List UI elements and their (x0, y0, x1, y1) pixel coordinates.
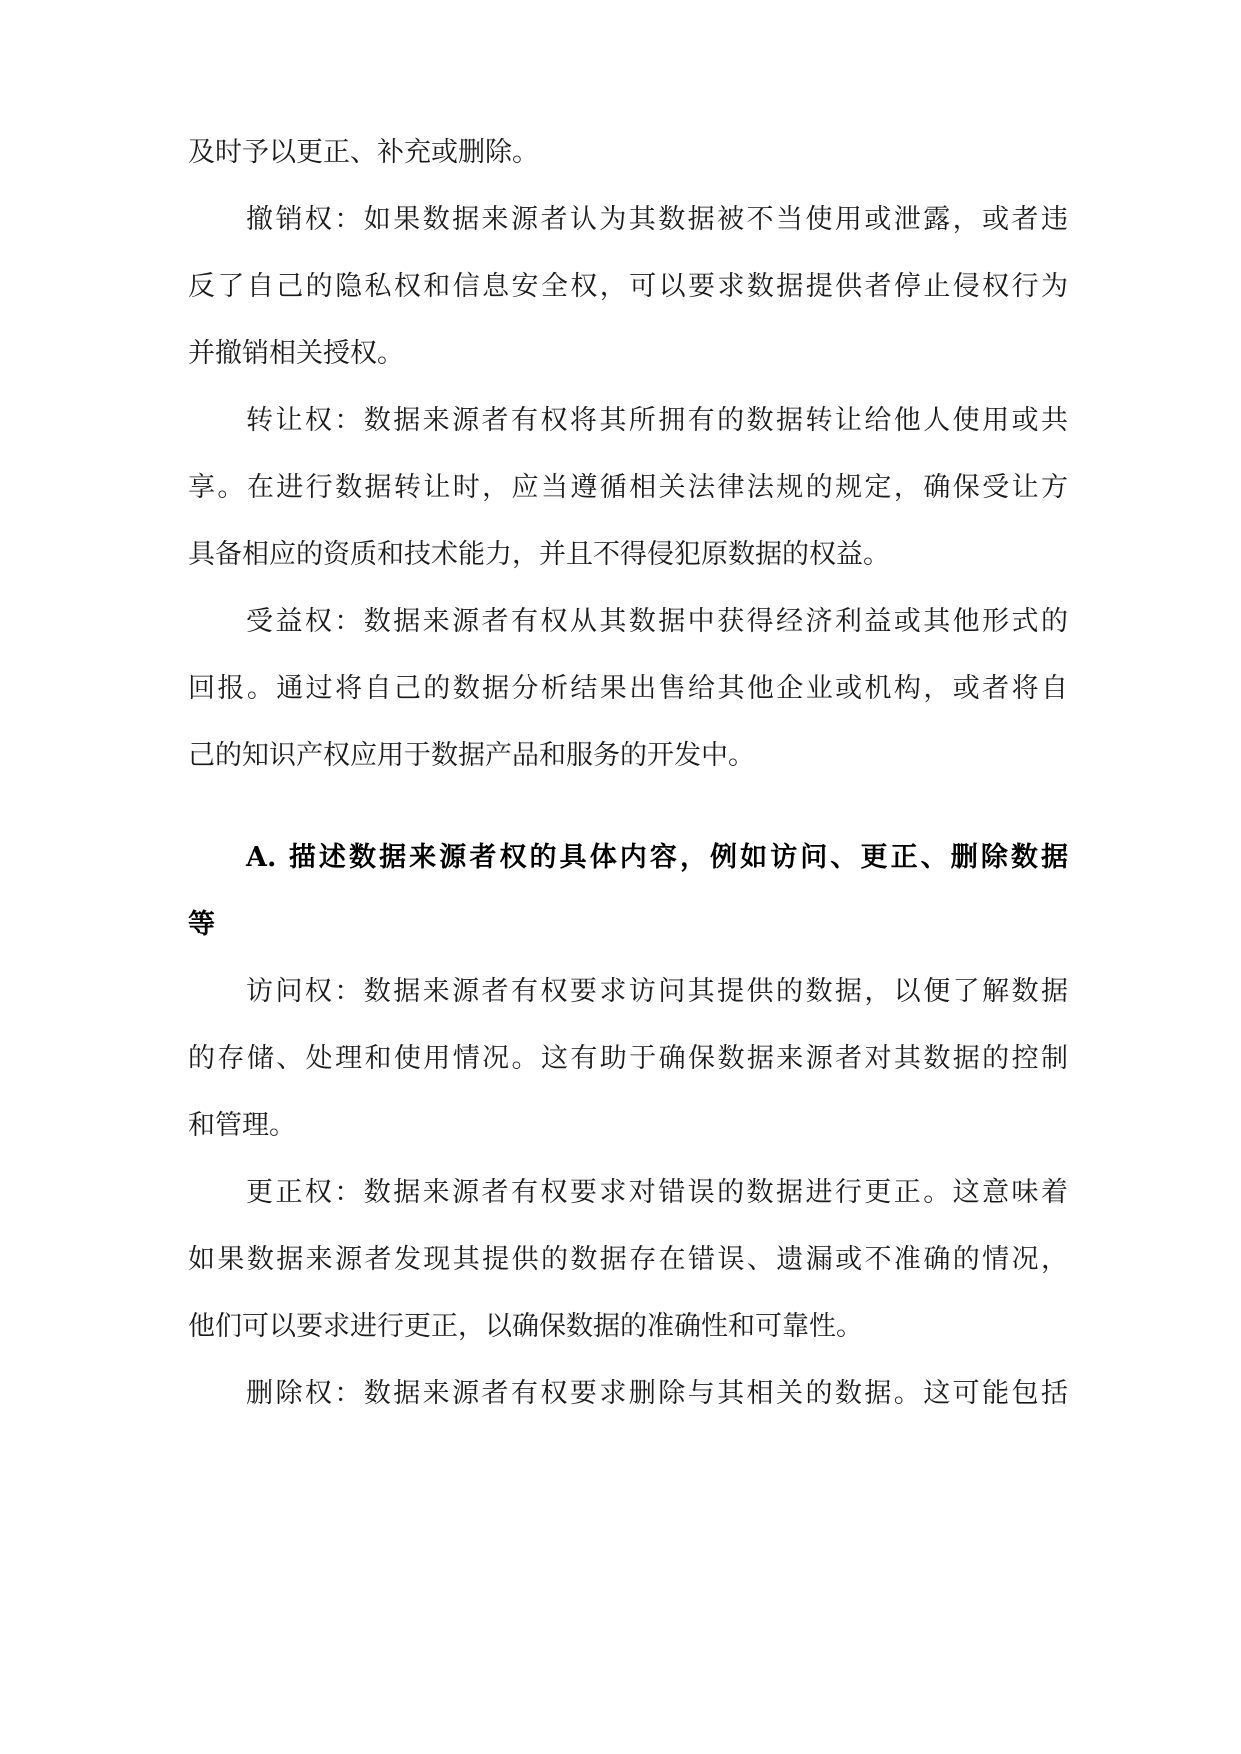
paragraph-line: 访问权：数据来源者有权要求访问其提供的数据，以便了解数据 (246, 976, 1068, 1007)
paragraph-line: 具备相应的资质和技术能力，并且不得侵犯原数据的权益。 (188, 539, 890, 570)
paragraph-line: 删除权：数据来源者有权要求删除与其相关的数据。这可能包括 (246, 1378, 1068, 1409)
paragraph-line: 转让权：数据来源者有权将其所拥有的数据转让给他人使用或共 (246, 405, 1068, 436)
paragraph-line: 和管理。 (188, 1110, 296, 1141)
paragraph-line: 如果数据来源者发现其提供的数据存在错误、遗漏或不准确的情况， (188, 1244, 1068, 1275)
section-heading-line: 等 (188, 909, 215, 940)
section-heading-line: A. 描述数据来源者权的具体内容，例如访问、更正、删除数据 (246, 842, 1068, 873)
paragraph-line: 受益权：数据来源者有权从其数据中获得经济利益或其他形式的 (246, 606, 1068, 637)
paragraph-line: 的存储、处理和使用情况。这有助于确保数据来源者对其数据的控制 (188, 1043, 1068, 1074)
paragraph-line: 并撤销相关授权。 (188, 338, 404, 369)
paragraph-line: 享。在进行数据转让时，应当遵循相关法律法规的规定，确保受让方 (188, 472, 1068, 503)
paragraph-line: 他们可以要求进行更正，以确保数据的准确性和可靠性。 (188, 1311, 863, 1342)
paragraph-continuation-line: 及时予以更正、补充或删除。 (188, 137, 539, 168)
paragraph-line: 反了自己的隐私权和信息安全权，可以要求数据提供者停止侵权行为 (188, 271, 1068, 302)
paragraph-line: 己的知识产权应用于数据产品和服务的开发中。 (188, 740, 755, 771)
paragraph-line: 回报。通过将自己的数据分析结果出售给其他企业或机构，或者将自 (188, 673, 1068, 704)
paragraph-line: 撤销权：如果数据来源者认为其数据被不当使用或泄露，或者违 (246, 204, 1068, 235)
paragraph-line: 更正权：数据来源者有权要求对错误的数据进行更正。这意味着 (246, 1177, 1068, 1208)
